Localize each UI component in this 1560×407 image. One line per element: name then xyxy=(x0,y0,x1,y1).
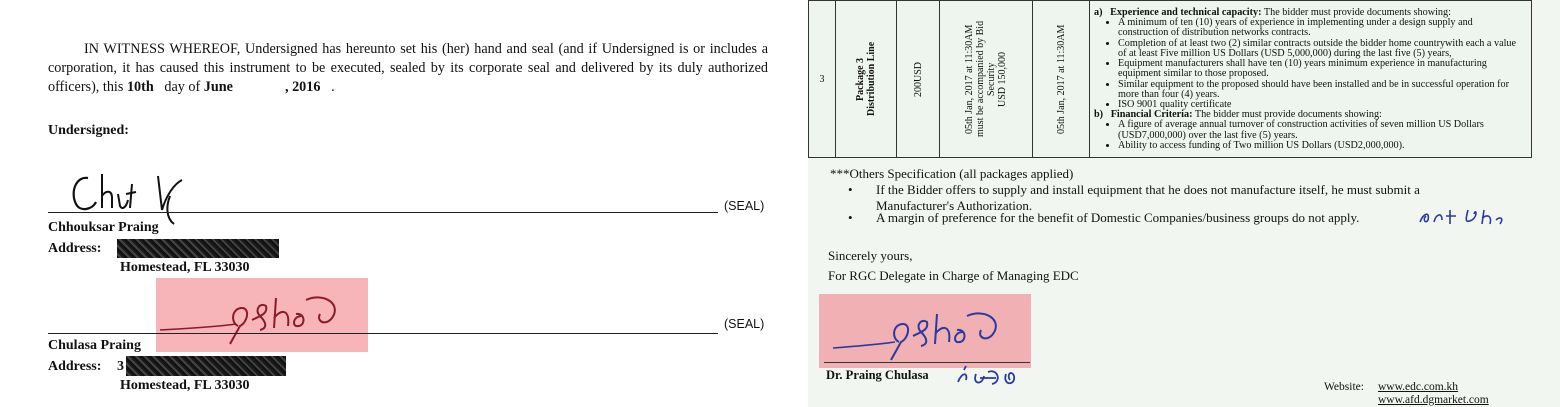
witness-month: June xyxy=(203,79,233,95)
list-item: • ISO 9001 quality certificate xyxy=(1118,100,1525,110)
witness-day: 10th xyxy=(126,79,154,95)
deadline-line-4: USD 150,000 xyxy=(997,51,1008,107)
criteria-b-head: Financial Criteria: xyxy=(1110,109,1193,121)
khmer-signature-icon xyxy=(952,364,1034,390)
criteria-b-marker: b) xyxy=(1094,109,1104,121)
witness-paragraph xyxy=(48,40,768,97)
witness-day-of: day of xyxy=(164,79,201,95)
fee-cell xyxy=(897,1,940,158)
initials-signature-icon xyxy=(1416,202,1508,228)
right-document xyxy=(808,0,1560,407)
package-sub: Distribution Line xyxy=(866,41,877,117)
website-link-2[interactable]: www.afd.dgmarket.com xyxy=(1378,394,1489,406)
others-item-2: A margin of preference for the benefit of Domestic Companies/business groups do not apply. xyxy=(876,210,1360,225)
opening-cell xyxy=(1033,1,1090,158)
signer-2-address-prefix: 3 xyxy=(117,359,124,374)
package-name: Package 3 xyxy=(855,57,866,101)
deadline-cell xyxy=(940,1,1033,158)
list-item: • A figure of average annual turnover of construction activities of seven million US Dollars (USD7,000,000) over the last five (5) years. xyxy=(1118,120,1525,140)
criteria-cell xyxy=(1090,1,1532,158)
bullet-icon: • xyxy=(848,182,853,197)
deadline-line-1: 05th Jan, 2017 at 11:30AM xyxy=(964,24,975,134)
undersigned-label: Undersigned: xyxy=(48,123,129,138)
list-item: • Similar equipment to the proposed should have been installed and be in successful operation for more than four (4) years. xyxy=(1118,80,1525,100)
criteria-a-list xyxy=(1094,18,1525,110)
criteria-a-intro: The bidder must provide documents showing: xyxy=(1263,7,1451,19)
signer-1-name: Chhouksar Praing xyxy=(48,220,159,235)
signature-2-image xyxy=(156,278,368,352)
redacted-address-1 xyxy=(117,239,279,258)
others-title: ***Others Specification (all packages applied) xyxy=(830,166,1074,181)
list-item: • A minimum of ten (10) years of experience in implementing under a design supply and construction of distribution networks contracts. xyxy=(1118,18,1525,38)
website-label: Website: xyxy=(1324,381,1364,393)
witness-text: IN WITNESS WHEREOF, Undersigned has hereunto set his (her) hand and seal (and if Undersigned is or includes a corporation, it has caused this instrument to be executed, sealed by its corporate seal and delivered by its duly authorized officers), this xyxy=(48,41,768,95)
signer-2-address-label: Address: xyxy=(48,359,102,374)
signature-line-2 xyxy=(48,333,718,334)
deadline-line-2: must be accompanied by Bid xyxy=(975,20,986,138)
website-link-1[interactable]: www.edc.com.kh xyxy=(1378,381,1459,393)
signer-1-city: Homestead, FL 33030 xyxy=(120,260,250,275)
signer-2-name: Chulasa Praing xyxy=(48,338,141,353)
director-signature-line xyxy=(824,362,1030,363)
bullet-icon: • xyxy=(848,210,853,225)
bid-spec-table xyxy=(808,0,1532,158)
signer-2-city: Homestead, FL 33030 xyxy=(120,378,250,393)
closing-text: Sincerely yours, xyxy=(828,248,913,263)
signature-1-image xyxy=(66,166,196,228)
others-item-1: If the Bidder offers to supply and install equipment that he does not manufacture itself, he must submit a Manufacturer's Authorization. xyxy=(876,182,1420,213)
seal-label-2: (SEAL) xyxy=(724,317,765,331)
list-item: • Ability to access funding of Two million US Dollars (USD2,000,000). xyxy=(1118,141,1525,151)
director-signature-image xyxy=(819,294,1031,368)
list-item: • Equipment manufacturers shall have ten (10) years minimum experience in manufacturing equipment similar to those proposed. xyxy=(1118,59,1525,79)
criteria-a-marker: a) xyxy=(1094,7,1103,19)
deadline-line-3: Security xyxy=(986,62,997,96)
witness-end: . xyxy=(331,79,335,95)
criteria-a-head: Experience and technical capacity: xyxy=(1110,7,1262,19)
redacted-address-2 xyxy=(126,356,286,376)
criteria-b-intro: The bidder must provide documents showing: xyxy=(1194,109,1382,121)
criteria-b-list xyxy=(1094,120,1525,151)
row-number: 3 xyxy=(809,1,836,158)
signatory-name: Dr. Praing Chulasa xyxy=(826,368,929,382)
list-item: • Completion of at least two (2) similar contracts outside the bidder home countrywith each a value of at least Five million US Dollars (USD 5,000,000) during the last five (5) years, xyxy=(1118,39,1525,59)
signer-1-address-label: Address: xyxy=(48,241,102,256)
seal-label-1: (SEAL) xyxy=(724,199,765,213)
signature-line-1 xyxy=(48,212,718,213)
package-cell xyxy=(836,1,897,158)
for-line: For RGC Delegate in Charge of Managing EDC xyxy=(828,268,1079,283)
opening-value: 05th Jan, 2017 at 11:30AM xyxy=(1055,24,1067,134)
table-row xyxy=(809,1,1532,158)
fee-value: 200USD xyxy=(912,61,924,97)
witness-year: , 2016 xyxy=(284,79,321,95)
